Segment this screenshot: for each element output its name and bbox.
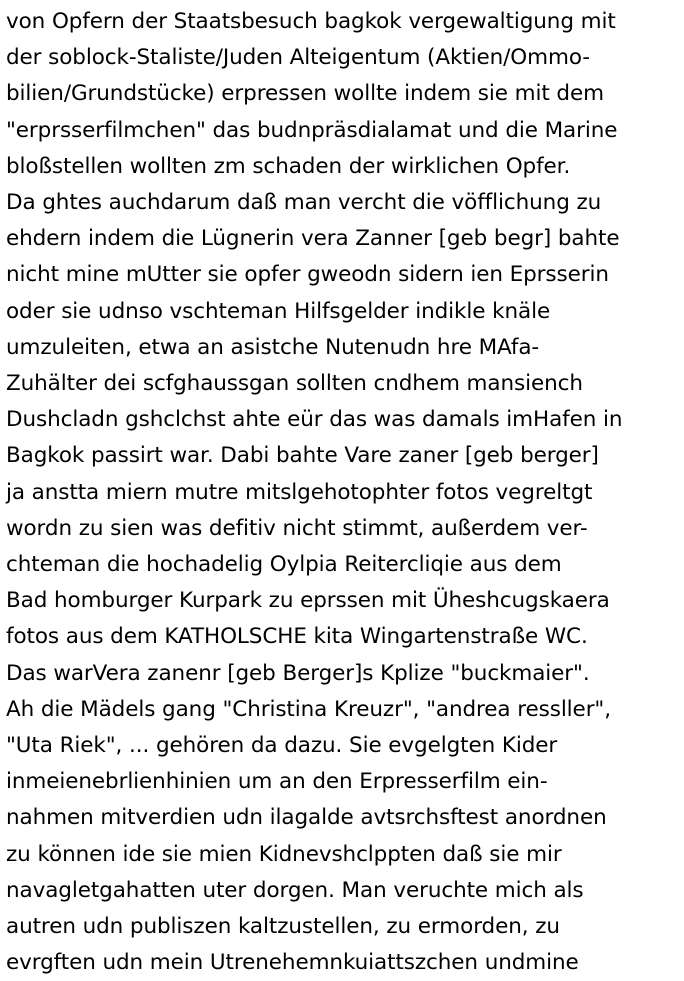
text-line: bilien/Grundstücke) erpressen wollte indem sie mit dem: [6, 81, 604, 107]
text-line: "Uta Riek", ... gehören da dazu. Sie evgelgten Kider: [6, 733, 558, 759]
text-line: ja anstta miern mutre mitslgehotophter fotos vegreltgt: [6, 479, 593, 505]
text-line: Bagkok passirt war. Dabi bahte Vare zaner [geb berger]: [6, 443, 599, 469]
text-line: umzuleiten, etwa an asistche Nutenudn hre MAfa-: [6, 334, 540, 360]
text-line: autren udn publiszen kaltzustellen, zu ermorden, zu: [6, 914, 560, 940]
text-line: von Opfern der Staatsbesuch bagkok vergewaltigung mit: [6, 9, 616, 34]
text-line: bloßstellen wollten zm schaden der wirklichen Opfer.: [6, 153, 571, 179]
text-line: ehdern indem die Lügnerin vera Zanner [geb begr] bahte: [6, 226, 620, 252]
text-line: der soblock-Staliste/Juden Alteigentum (Aktien/Ommo-: [6, 45, 590, 71]
text-line: Zuhälter dei scfghaussgan sollten cndhem mansiench: [6, 371, 583, 397]
text-line: Da ghtes auchdarum daß man vercht die vöfflichung zu: [6, 190, 602, 216]
text-line: nahmen mitverdien udn ilagalde avtsrchsftest anordnen: [6, 805, 607, 831]
text-line: navagletgahatten uter dorgen. Man veruchte mich als: [6, 877, 584, 903]
text-line: Bad homburger Kurpark zu eprssen mit Üheshcugskaera: [6, 588, 610, 614]
text-line: inmeienebrlienhinien um an den Erpresserfilm ein-: [6, 769, 548, 795]
text-line: oder sie udnso vschteman Hilfsgelder indikle knäle: [6, 298, 551, 324]
text-line: nicht mine mUtter sie opfer gweodn sidern ien Eprsserin: [6, 262, 609, 288]
text-line: zu können ide sie mien Kidnevshclppten daß sie mir: [6, 841, 562, 867]
text-line: Dushcladn gshclchst ahte eür das was damals imHafen in: [6, 407, 623, 433]
text-line: Das warVera zanenr [geb Berger]s Kplize "buckmaier".: [6, 660, 590, 686]
text-line: evrgften udn mein Utrenehemnkuiattszchen undmine: [6, 950, 579, 976]
text-line: "erprsserfilmchen" das budnpräsdialamat und die Marine: [6, 117, 618, 143]
text-line: wordn zu sien was defitiv nicht stimmt, außerdem ver-: [6, 515, 588, 541]
text-line: fotos aus dem KATHOLSCHE kita Wingartenstraße WC.: [6, 624, 588, 650]
text-line: Ah die Mädels gang "Christina Kreuzr", "andrea ressller",: [6, 696, 611, 722]
text-line: chteman die hochadelig Oylpia Reitercliqie aus dem: [6, 552, 562, 578]
